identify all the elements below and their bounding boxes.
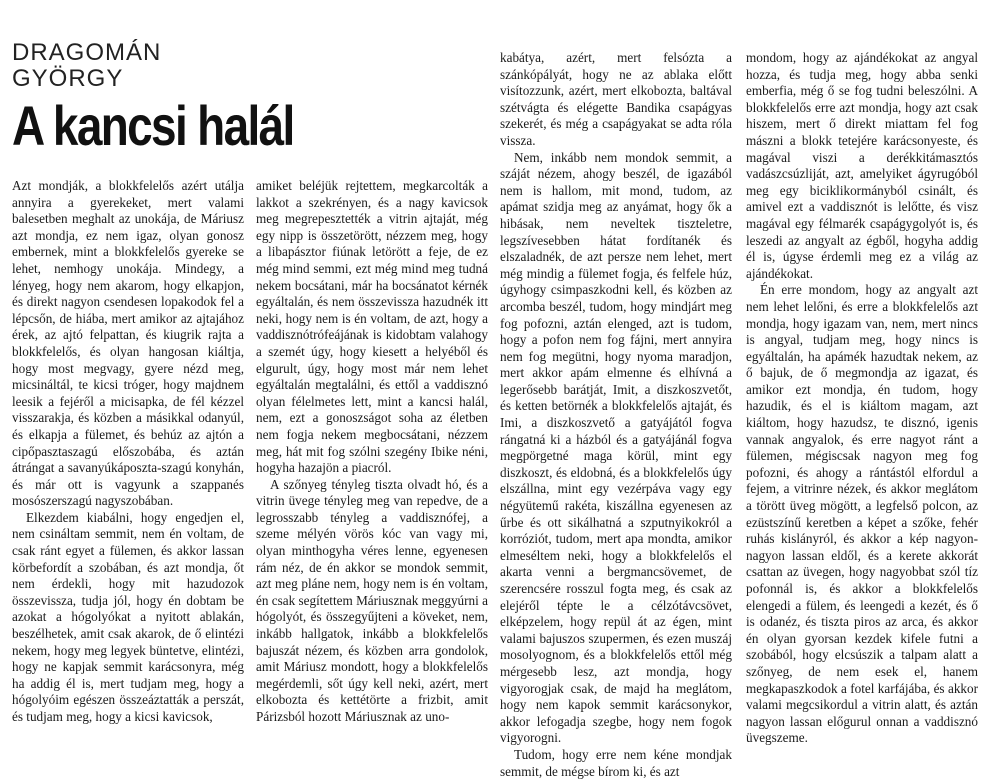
paragraph: Tudom, hogy erre nem kéne mondjak semmit, de mégse bírom ki, és azt bbox=[500, 746, 732, 779]
paragraph: kabátya, azért, mert felsózta a szánkópályát, hogy ne az ablaka előtt visítozzunk, azért, mert elkobozta, baltával szétvágta és elégette Bandika csapágyas szekerét, és még a csapágyakat se adta róla vissza. bbox=[500, 50, 732, 148]
paragraph: Nem, inkább nem mondok semmit, a száját nézem, ahogy beszél, de igazából nem is hallom, mit mond, tudom, az apámat szidja meg az anyámat, hogy ők a hibásak, nem neveltek tiszteletre, legszívesebben hátat fordítanék és elszaladnék, de azt persze nem lehet, mert még mindig a fülemet fogja, és felfele húz, úgyhogy csimpaszkodni kell, és közben az arcomba beszél, tudom, hogy mindjárt meg fog pofozni, aztán elenged, azt is tudom, hogy a pofon nem fog fájni, mert annyira nem fog megütni, hogy nyoma maradjon, mert akkor apám elmenne és elhívná a legerősebb barátját, Imit, a diszkoszvetőt, és ketten betörnék a blokkfelelős ajtaját, és Imi, a diszkoszvető a gatyájától fogva rángatná ki a házból és a gatyájánál fogva megpörgetné maga körül, mint egy diszkoszt, és eldobná, és a blokkfelelős úgy elszállna, mint egy vezérpáva vagy egy négyütemű rakéta, kiszállna egyenesen az űrbe és ott sikálhatná a szputnyikokról a korróziót, tudom, mert apa mondta, amikor elmeséltem neki, hogy a blokkfelelős el akarta venni a bergmancsövemet, de szerencsére rosszul fogta meg, és csak az elejéről tépte le a célzótávcsövet, elképzelem, hogy repül át az égen, mint valami bajuszos szupermen, és ezen muszáj mosolyognom, és a blokkfelelős ettől még mérgesebb lesz, azt mondja, hogy vigyorogjak csak, de majd ha meglátom, hogy nem kapok semmit karácsonykor, akkor lefogadja szegbe, hogy nem fogok vigyorogni. bbox=[500, 149, 732, 746]
text-column-3 bbox=[500, 50, 732, 779]
article-header bbox=[12, 39, 294, 157]
text-column-1 bbox=[12, 178, 244, 724]
paragraph: A szőnyeg tényleg tiszta olvadt hó, és a vitrin üvege tényleg meg van repedve, de a legrosszabb tényleg a vaddisznófej, a szeme mélyén vörös kóc van vagy mi, olyan minthogyha véres lenne, egyenesen rám néz, de én akkor se mondok semmit, azt meg pláne nem, hogy nem is én voltam, én csak segítettem Máriusznak meggyúrni a hógolyót, és összegyűjteni a köveket, nem, inkább hallgatok, inkább a blokkfelelős bajuszát nézem, és közben arra gondolok, amit Máriusz mondott, hogy a blokkfelelős megérdemli, sőt úgy kell neki, azért, mert elkobozta és kettétörte a frizbit, amit Párizsból hozott Máriusznak az uno- bbox=[256, 476, 488, 724]
paragraph: Én erre mondom, hogy az angyalt azt nem lehet lelőni, és erre a blokkfelelős azt mondja, hogy igazam van, nem, mert nincs is angyal, tudjam meg, hogy nincs is egyáltalán, ha apámék hazudtak nekem, az ő bajuk, de ő megmondja az igazat, és amikor ezt mondja, én tudom, hogy hazudik, és el is kiáltom magam, azt kiáltom, hogy hazudsz, te disznó, igenis vannak angyalok, és erre nagyot ránt a fülemen, mégiscsak nagyon meg fog pofozni, és ahogy a rántástól elfordul a fejem, a vitrinre nézek, és akkor meglátom a törött üveg mögött, a legfelső polcon, az ezüstszínű keretben a képet a szőke, fehér ruhás kislányról, és akkor a kép nagyon-nagyon lassan eldől, és a kerete akkorát csattan az üvegen, hogy nagyobbat szól tíz pofonnál is, és akkor a blokkfelelős elengedi a fülem, és leengedi a kezét, és ő is odanéz, és tiszta piros az arca, és akkor én olyan gyorsan kezdek kifele futni a szobából, hogy elcsúszik a talpam alatt a szőnyeg, de nem esek el, hanem megkapaszkodok a fotel karfájába, és akkor valami megcsikordul a vitrin alatt, és aztán nagyon lassan előgurul onnan a vaddisznó üvegszeme. bbox=[746, 282, 978, 746]
article-title: A kancsi halál bbox=[12, 94, 294, 157]
text-column-2 bbox=[256, 178, 488, 724]
paragraph: mondom, hogy az ajándékokat az angyal hozza, és tudja meg, hogy abba senki emberfia, még ő se fog tudni beleszólni. A blokkfelelős erre azt mondja, hogy azt csak hiszem, mert ő direkt miattam fel fog mászni a blokk tetejére karácsonyeste, és magával viszi a derékkitámasztós vadászcsúzliját, azt, amelyiket ágyrugóból meg egy biciklikormányból csinált, és amivel ezt a vaddisznót is lelőtte, és visz magával egy félmarék csapágygolyót is, és leszedi az angyalt az égből, hogyha addig él is, úgyse érdemli meg ez a világ az ajándékokat. bbox=[746, 50, 978, 281]
paragraph: Elkezdem kiabálni, hogy engedjen el, nem csináltam semmit, nem én voltam, de csak ránt egyet a fülemen, és akkor lassan körbefordít a szobában, és azt mondja, őt nem érdekli, hogy mit hazudozok összevissza, tudja jól, hogy én dobtam be azokat a hógolyókat a nyitott ablakán, beszélhetek, amit csak akarok, de ő elintézi nekem, hogy meg legyek büntetve, elintézi, hogy ne kapjak semmit karácsonyra, még ha addig él is, mert tudjam meg, hogy a hógolyóim egészen összeáztatták a perszát, és tudjam meg, hogy a kicsi kavicsok, bbox=[12, 509, 244, 724]
author-name: DRAGOMÁN GYÖRGY bbox=[12, 39, 162, 92]
paragraph: amiket beléjük rejtettem, megkarcolták a lakkot a szekrényen, és a nagy kavicsok meg megrepesztették a vitrin ajtaját, még egy nipp is összetörött, nézzem meg, hogy a libapásztor fiúnak letörött a feje, de ez még mind semmi, ezt még mind meg tudná nekem bocsátani, már ha bocsánatot kérnék egyáltalán, és nem összevissza hazudnék itt neki, hogy nem is én voltam, de azt, hogy a vaddisznótrófeájának is kidobtam valahogy a szemét úgy, hogy kiesett a helyéből és elgurult, úgy, hogy most már nem lehet egyáltalán megtalálni, és ettől a vaddisznó olyan félelmetes lett, mint a kancsi halál, nem, ezt a gonoszságot soha az életben nem fogja nekem megbocsátani, nézzem meg, hát mit fog szólni szegény Ibike néni, hogyha hazajön a piacról. bbox=[256, 178, 488, 476]
paragraph: Azt mondják, a blokkfelelős azért utálja annyira a gyerekeket, mert valami balesetben meghalt az unokája, de Máriusz azt mondja, ez nem igaz, olyan gonosz embernek, mint a blokkfelelős gyereke se lehet, nemhogy unokája. Mindegy, a lényeg, hogy nem akarom, hogy elkapjon, és direkt nagyon csendesen lopakodok fel a lépcsőn, de hiába, mert amikor az ajtajához érek, az ajtó felpattan, és kiugrik rajta a blokkfelelős, és olyan hangosan kiáltja, hogy most megvagy, gyere nézd meg, micsináltál, te kicsi tróger, hogy majdnem leesik a fejéről a micisapka, de fél kézzel visszarakja, és közben a másikkal odanyúl, és elkapja a fülemet, és behúz az ajtón a cipőpasztaszagú előszobába, és aztán átrángat a savanyúkáposzta-szagú konyhán, és már ott is vagyunk a szappanés mosószerszagú nagyszobában. bbox=[12, 178, 244, 509]
text-column-4 bbox=[746, 50, 978, 746]
